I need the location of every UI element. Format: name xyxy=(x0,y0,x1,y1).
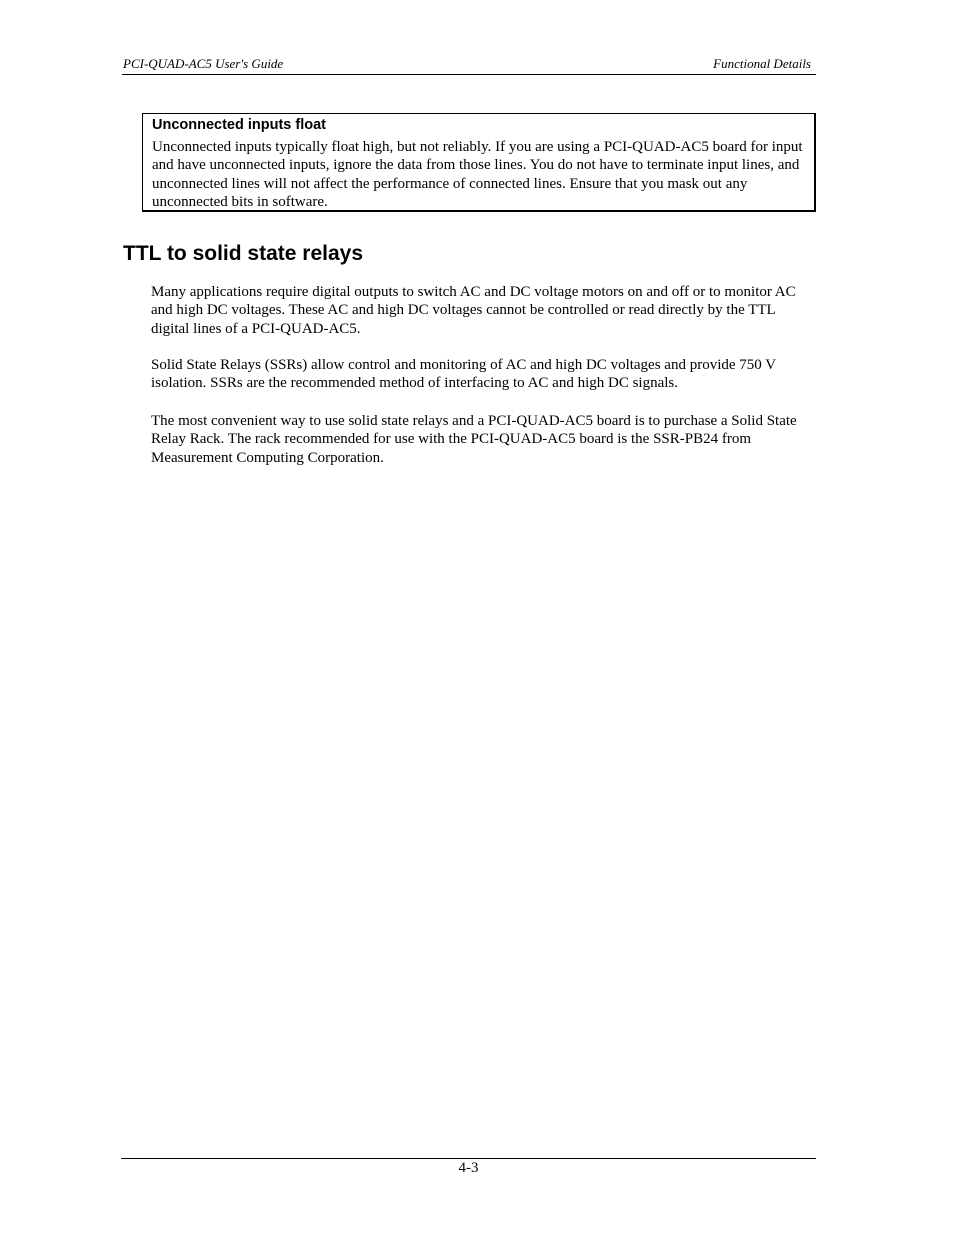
section-heading: TTL to solid state relays xyxy=(123,242,364,265)
note-body: Unconnected inputs typically float high, but not reliably. If you are using a PCI-QUAD-AC5 board for input and have unconnected inputs, ignore the data from those lines. You do not have to terminate input lines, and unconnected lines will not affect the performance of connected lines. Ensure that you mask out any unconnected bits in software. xyxy=(152,139,803,210)
paragraph-ssr-isolation: Solid State Relays (SSRs) allow control and monitoring of AC and high DC voltages and provide 750 V isolation. SSRs are the recommended method of interfacing to AC and high DC signals. xyxy=(151,357,776,392)
page-header xyxy=(122,56,816,75)
header-document-title: PCI-QUAD-AC5 User's Guide xyxy=(123,56,284,71)
note-box xyxy=(142,113,816,212)
paragraph-relay-rack: The most convenient way to use solid state relays and a PCI-QUAD-AC5 board is to purchase a Solid State Relay Rack. The rack recommended for use with the PCI-QUAD-AC5 board is the SSR-PB24 from Measurement Computing Corporation. xyxy=(151,413,797,466)
page-number: 4-3 xyxy=(458,1160,479,1176)
header-chapter-title: Functional Details xyxy=(713,56,811,71)
paragraph-applications: Many applications require digital outputs to switch AC and DC voltage motors on and off or to monitor AC and high DC voltages. These AC and high DC voltages cannot be controlled or read directly by the TTL digital lines of a PCI-QUAD-AC5. xyxy=(151,284,796,337)
footer-divider xyxy=(121,1158,816,1159)
note-title: Unconnected inputs float xyxy=(152,117,326,133)
